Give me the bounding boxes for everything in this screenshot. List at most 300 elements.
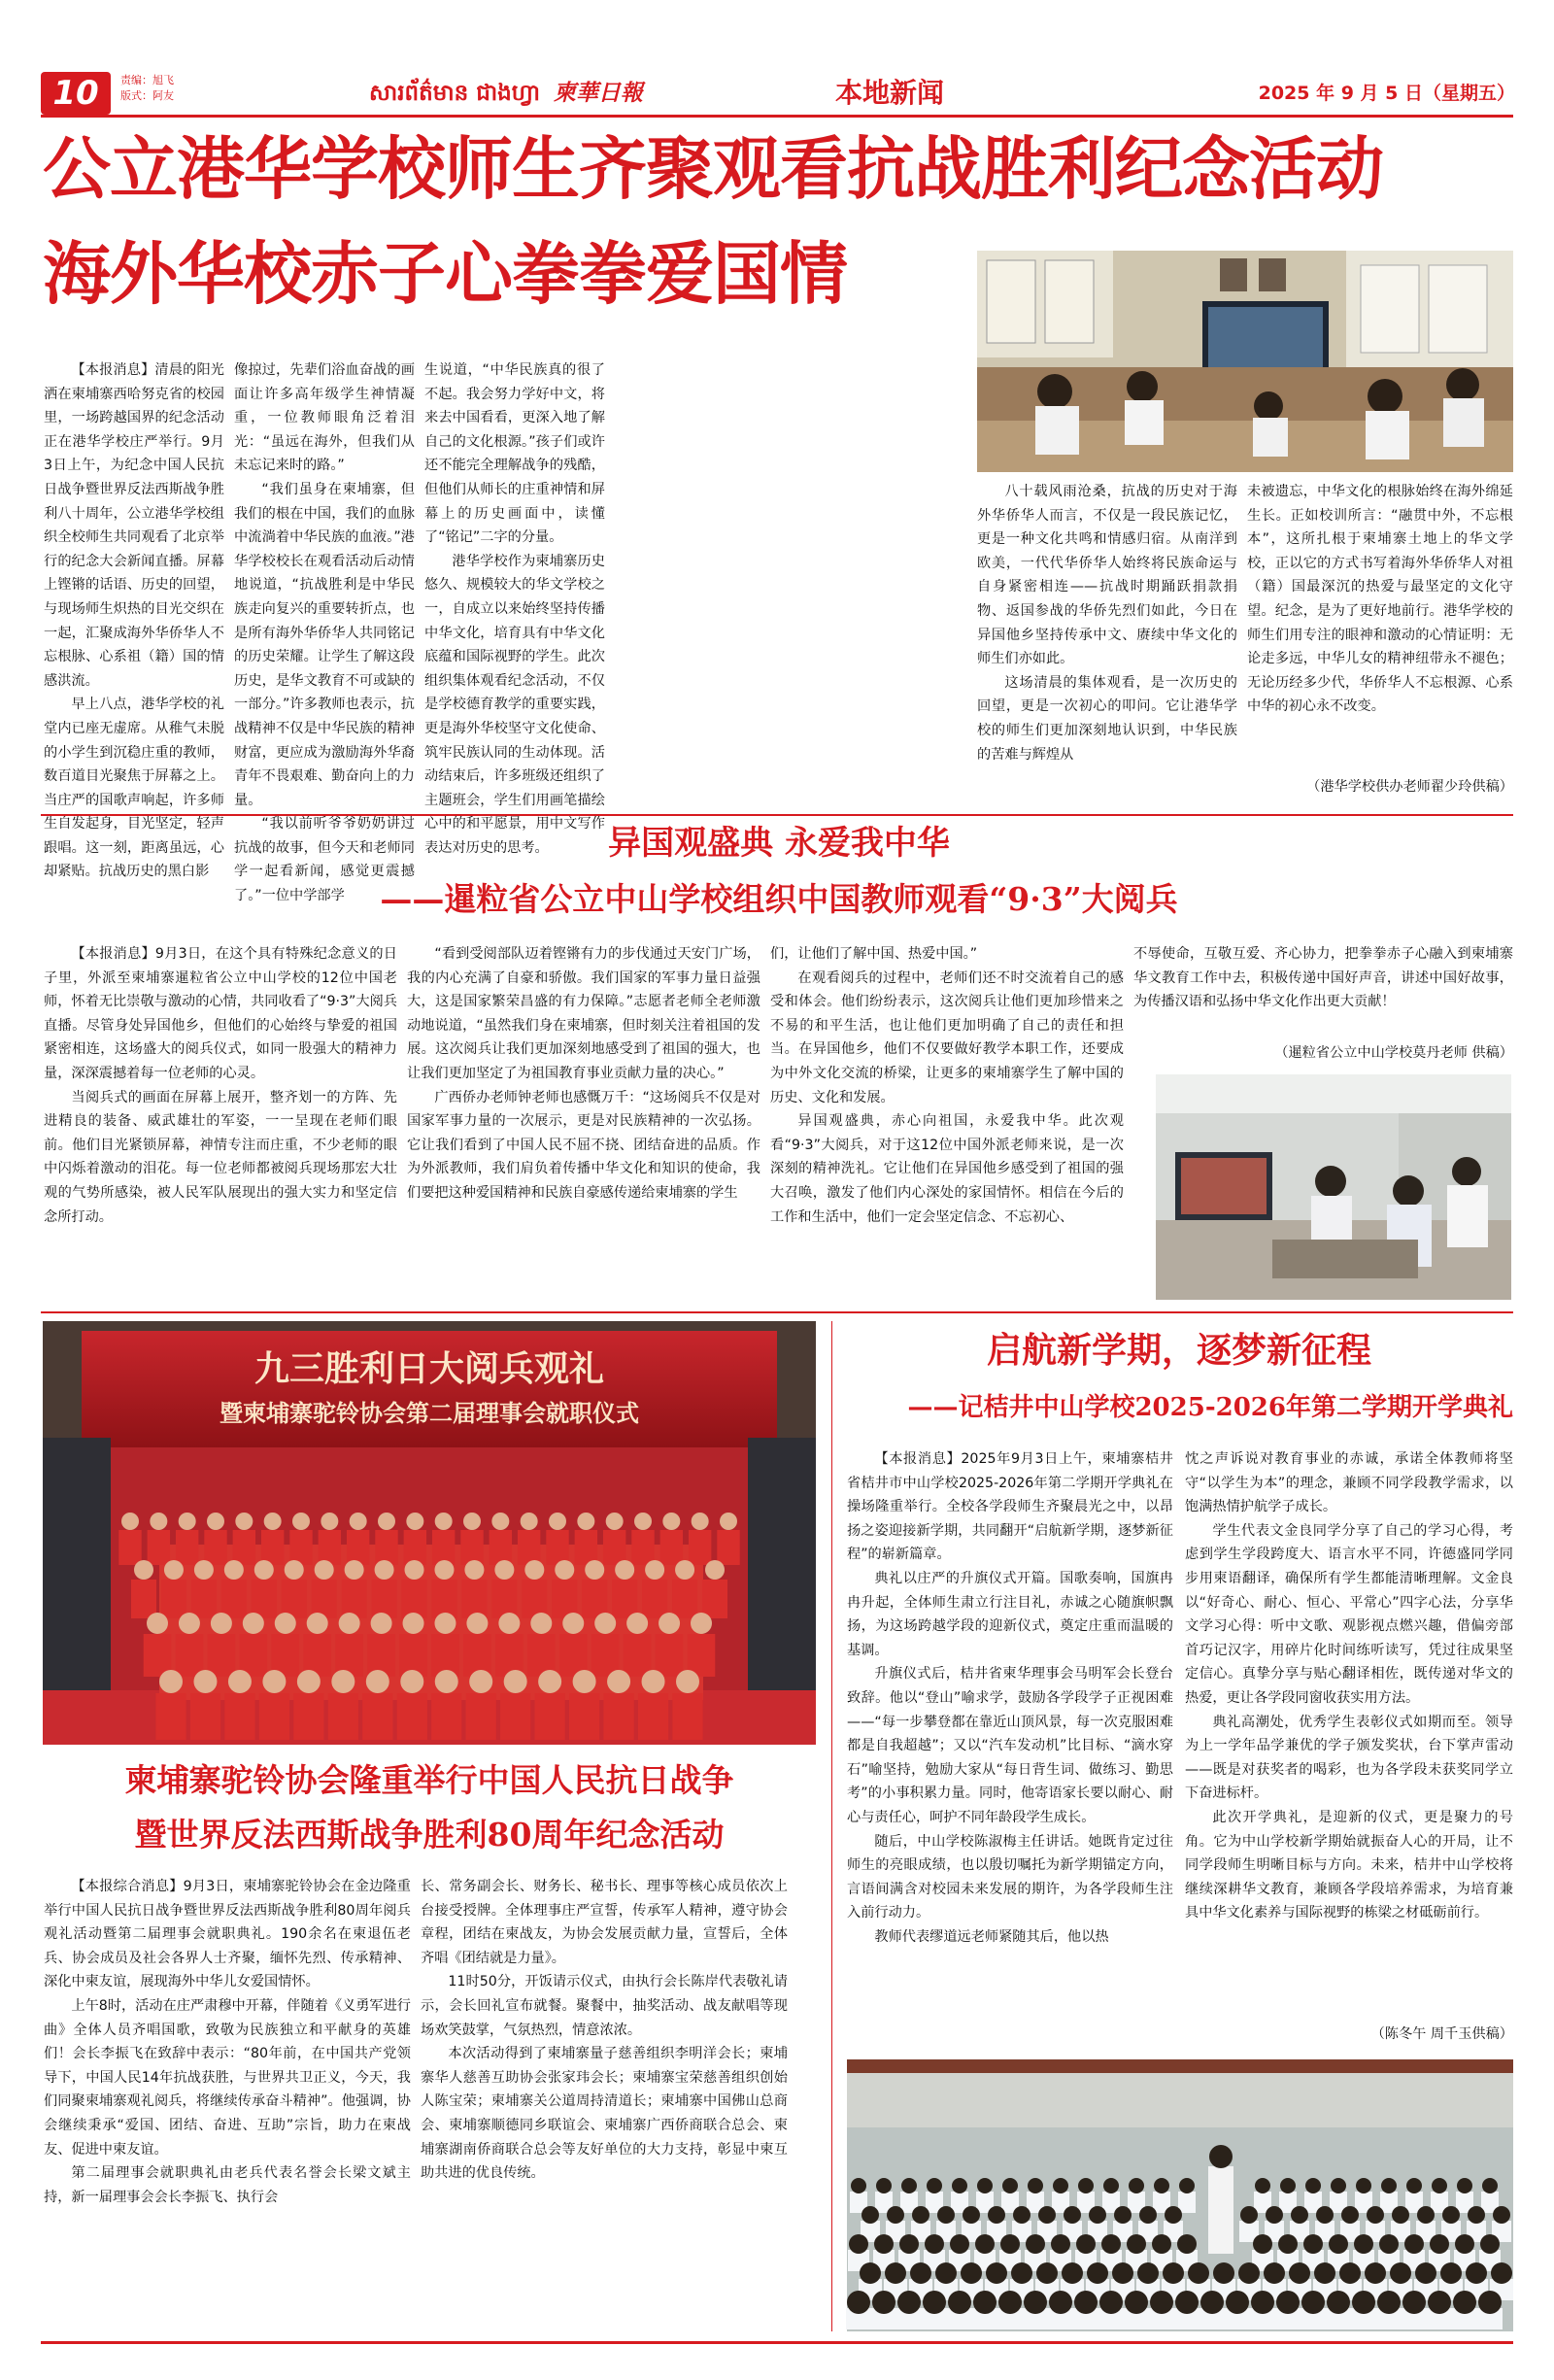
crowd-person-body	[362, 1693, 392, 1740]
student-head	[1280, 2178, 1296, 2193]
teachers-photo-graphic	[1156, 1074, 1511, 1300]
student-head	[1430, 2234, 1449, 2254]
article3-column-1	[44, 1875, 411, 2331]
crowd-person-body	[552, 1580, 577, 1618]
crowd-person-head	[403, 1613, 424, 1634]
student-head	[963, 2206, 980, 2224]
student-head	[1480, 2234, 1500, 2254]
crowd-person-body	[402, 1580, 427, 1618]
crowd-person-body	[148, 1530, 170, 1565]
crowd-person-head	[307, 1613, 328, 1634]
student-head	[876, 2178, 892, 2193]
crowd-person-body	[161, 1580, 186, 1618]
crowd-person-head	[211, 1613, 232, 1634]
student-head	[1139, 2206, 1157, 2224]
crowd-person-head	[194, 1560, 214, 1580]
crowd-graphic	[43, 1453, 816, 1745]
crowd-person-body	[603, 1530, 625, 1565]
crowd-person-body	[176, 1530, 198, 1565]
student-head	[1303, 2234, 1323, 2254]
student-uniform	[1178, 2192, 1196, 2213]
crowd-person-head	[705, 1560, 725, 1580]
crowd-person-head	[577, 1513, 594, 1530]
student-head	[1453, 2291, 1476, 2314]
student-head	[1062, 2262, 1083, 2284]
student-head	[1036, 2262, 1058, 2284]
student-head	[1154, 2178, 1169, 2193]
crowd-person-head	[350, 1513, 367, 1530]
student-head	[912, 2206, 929, 2224]
paragraph: 【本报消息】清晨的阳光洒在柬埔寨西哈努克省的校园里，一场跨越国界的纪念活动正在港华学校庄严举行。9月3日上午，为纪念中国人民抗日战争暨世界反法西斯战争胜利八十周年，公立港华学校组织全校师生共同观看了北京举行的纪念大会新闻直播。屏幕上铿锵的话语、历史的回望，与现场师生炽热的目光交织在一起，汇聚成海外华侨华人不忘根脉、心系祖（籍）国的情感洪流。	[44, 362, 224, 689]
crowd-person-head	[264, 1513, 282, 1530]
crowd-person-body	[612, 1580, 637, 1618]
article2-column-1	[44, 942, 397, 1304]
crowd-person-head	[692, 1513, 709, 1530]
crowd-person-head	[634, 1513, 652, 1530]
crowd-person-head	[378, 1513, 395, 1530]
crowd-person-body	[702, 1580, 727, 1618]
crowd-person-head	[469, 1670, 492, 1693]
student-head	[1011, 2262, 1032, 2284]
crowd-person-head	[371, 1613, 392, 1634]
layout-line: 版式：阿友	[120, 89, 174, 102]
crowd-person-body	[372, 1580, 397, 1618]
crowd-person-body	[328, 1693, 358, 1740]
crowd-person-head	[435, 1513, 453, 1530]
student-head	[1000, 2234, 1020, 2254]
crowd-person-head	[207, 1513, 224, 1530]
article1-column-5-text	[1247, 480, 1513, 771]
crowd-person-head	[606, 1513, 624, 1530]
crowd-person-body	[491, 1580, 517, 1618]
paragraph: 忱之声诉说对教育事业的赤诚，承诺全体教师将坚守“以学生为本”的理念，兼顾不同学段教学需求，以饱满热情护航学子成长。	[1185, 1451, 1513, 1515]
crowd-person-head	[466, 1613, 488, 1634]
student-head	[1152, 2234, 1171, 2254]
student-head	[1289, 2262, 1310, 2284]
student-head	[1377, 2291, 1401, 2314]
header-rule	[41, 115, 1513, 118]
crowd-person-head	[366, 1670, 389, 1693]
crowd-person-body	[688, 1634, 716, 1677]
student-head	[1064, 2206, 1081, 2224]
article3-headline: 柬埔寨驼铃协会隆重举行中国人民抗日战争	[124, 1761, 734, 1799]
crowd-person-head	[375, 1560, 394, 1580]
student-head	[935, 2262, 957, 2284]
crowd-person-body	[397, 1693, 427, 1740]
paragraph: 【本报综合消息】9月3日，柬埔寨驼铃协会在金边隆重举行中国人民抗日战争暨世界反法西斯战争胜利80周年阅兵观礼活动暨第二届理事会就职典礼。190余名在柬退伍老兵、协会成员及社会各界人士齐聚，缅怀先烈、传承精神、深化中柬友谊，展现海外中华儿女爱国情怀。	[44, 1879, 411, 1990]
paragraph: 11时50分，开饭请示仪式，由执行会长陈岸代表敬礼请示，会长回礼宣布就餐。聚餐中，抽奖活动、战友献唱等现场欢笑鼓掌，气氛热烈，情意浓浓。	[421, 1974, 788, 2038]
student-head	[988, 2206, 1005, 2224]
crowd-person-body	[466, 1693, 496, 1740]
student-head	[1352, 2291, 1375, 2314]
student-head	[973, 2291, 997, 2314]
crowd-person-head	[159, 1670, 183, 1693]
article1-credit: （港华学校供办老师翟少玲供稿）	[1306, 779, 1513, 795]
crowd-person-body	[656, 1634, 684, 1677]
crowd-person-body	[495, 1634, 524, 1677]
crowd-person-body	[367, 1634, 395, 1677]
section-divider	[41, 1311, 1513, 1313]
footer-rule	[41, 2341, 1513, 2344]
crowd-person-body	[490, 1530, 512, 1565]
paragraph: 这场清晨的集体观看，是一次历史的回望，更是一次初心的叩问。它让港华学校的师生们更加深刻地认识到，中华民族的苦难与辉煌从	[977, 674, 1237, 763]
teachers-watching-photo	[1156, 1074, 1511, 1300]
student-head	[897, 2291, 921, 2314]
crowd-person-head	[573, 1670, 596, 1693]
student-head	[1238, 2262, 1260, 2284]
paragraph: 像掠过，先辈们浴血奋战的画面让许多高年级学生神情凝重，一位教师眼角泛着泪光：“虽远在海外，但我们从未忘记来时的路。”	[234, 362, 415, 474]
student-head	[1213, 2262, 1234, 2284]
crowd-person-head	[292, 1513, 310, 1530]
crowd-person-body	[259, 1693, 289, 1740]
article2-credit: （暹粒省公立中山学校莫丹老师 供稿）	[1274, 1045, 1513, 1061]
paragraph: 异国观盛典，赤心向祖国，永爱我中华。此次观看“9·3”大阅兵，对于这12位中国外派老师来说，是一次深刻的精神洗礼。它让他们在异国他乡感受到了祖国的强大召唤，激发了他们内心深处的家国情怀。相信在今后的工作和生活中，他们一定会坚定信念、不忘初心、	[770, 1113, 1124, 1225]
article1-subheadline: 海外华校赤子心拳拳爱国情	[43, 234, 847, 314]
crowd-person-head	[406, 1513, 423, 1530]
crowd-person-body	[233, 1530, 255, 1565]
crowd-person-head	[228, 1670, 252, 1693]
paragraph: 生说道，“中华民族真的很了不起。我会努力学好中文，将来去中国看看，更深入地了解自己的文化根源。”孩子们或许还不能完全理解战争的残酷，但他们从师长的庄重神情和屏幕上的历史画面中，读懂了“铭记”二字的分量。	[424, 362, 605, 546]
paragraph: 【本报消息】9月3日，在这个具有特殊纪念意义的日子里，外派至柬埔寨暹粒省公立中山学校的12位中国老师，怀着无比崇敬与激动的心情，共同收看了“9·3”大阅兵直播。尽管身处异国他乡，但他们的心始终与挚爱的祖国紧密相连，这场盛大的阅兵仪式，如同一股强大的精神力量，深深震撼着每一位老师的心灵。	[44, 946, 397, 1081]
paragraph: 在观看阅兵的过程中，老师们还不时交流着自己的感受和体会。他们纷纷表示，这次阅兵让他们更加珍惜来之不易的和平生活，也让他们更加明确了自己的责任和担当。在异国他乡，他们不仅要做好教学本职工作，还要成为中外文化交流的桥梁，让更多的柬埔寨学生了解中国的历史、文化和发展。	[770, 969, 1124, 1105]
article2-headline: 异国观盛典 永爱我中华	[608, 824, 950, 863]
article4-column-1	[847, 1447, 1173, 2048]
crowd-person-head	[285, 1560, 304, 1580]
student-head	[1101, 2234, 1121, 2254]
crowd-person-head	[498, 1613, 520, 1634]
student-head	[1264, 2262, 1285, 2284]
student-head	[1129, 2178, 1144, 2193]
student-head	[1163, 2262, 1184, 2284]
student-head	[1276, 2291, 1300, 2314]
article1-column-4	[615, 358, 795, 805]
student-head	[1314, 2262, 1335, 2284]
crowd-person-head	[321, 1513, 338, 1530]
crowd-person-body	[176, 1634, 204, 1677]
student-head	[1365, 2262, 1386, 2284]
crowd-person-head	[549, 1513, 566, 1530]
crowd-person-head	[193, 1670, 217, 1693]
paragraph: “我们虽身在柬埔寨，但我们的根在中国，我们的血脉中流淌着中华民族的血液。”港华学校校长在观看活动后动情地说道，“抗战胜利是中华民族走向复兴的重要转折点，也是所有海外华侨华人共同铭记的历史荣耀。让学生了解这段历史，是华文教育不可或缺的一部分。”许多教师也表示，抗战精神不仅是中华民族的精神财富，更应成为激励海外华裔青年不畏艰难、勤奋向上的力量。	[234, 481, 415, 808]
crowd-person-body	[603, 1693, 633, 1740]
crowd-person-head	[659, 1613, 680, 1634]
crowd-person-head	[538, 1670, 561, 1693]
student-head	[998, 2291, 1022, 2314]
crowd-person-head	[331, 1670, 355, 1693]
paragraph: 【本报消息】2025年9月3日上午，柬埔寨桔井省桔井市中山学校2025-2026年第二学期开学典礼在操场隆重举行。全校各学段师生齐聚晨光之中，以昂扬之姿迎接新学期，共同翻开“启航新学期，逐梦新征程”的崭新篇章。	[847, 1451, 1173, 1563]
student-head	[849, 2234, 868, 2254]
paragraph: 典礼以庄严的升旗仪式开篇。国歌奏响，国旗冉冉升起，全体师生肃立行注目礼，赤诚之心随旗帜飘扬，为这场跨越学段的迎新仪式，奠定庄重而温暖的基调。	[847, 1570, 1173, 1658]
crowd-person-head	[491, 1513, 509, 1530]
paragraph: “我以前听爷爷奶奶讲过抗战的故事，但今天和老师同学一起看新闻，感觉更震撼了。”一位中学部学	[234, 816, 415, 904]
article1-column-3	[424, 358, 605, 856]
crowd-person-head	[147, 1613, 168, 1634]
paragraph: 早上八点，港华学校的礼堂内已座无虚席。从稚气未脱的小学生到沉稳庄重的教师，数百道目光聚焦于屏幕之上。当庄严的国歌声响起，许多师生自发起身，目光坚定，轻声跟唱。这一刻，距离虽远，心却紧贴。抗战历史的黑白影	[44, 697, 224, 880]
student-head	[874, 2234, 894, 2254]
student-head	[1165, 2206, 1182, 2224]
crowd-person-head	[235, 1513, 253, 1530]
crowd-person-head	[524, 1560, 544, 1580]
student-head	[977, 2178, 993, 2193]
school-assembly-photo	[847, 2059, 1513, 2331]
page-number-badge: 10	[41, 72, 111, 115]
student-head	[1491, 2262, 1512, 2284]
student-head	[923, 2291, 946, 2314]
student-head	[1076, 2234, 1096, 2254]
crowd-person-head	[562, 1613, 584, 1634]
crowd-person-body	[638, 1693, 668, 1740]
article3-subheadline: 暨世界反法西斯战争胜利80周年纪念活动	[134, 1816, 725, 1853]
crowd-person-body	[289, 1530, 312, 1565]
student-head	[1339, 2262, 1361, 2284]
paragraph: 不辱使命，互敬互爱、齐心协力，把拳拳赤子心融入到柬埔寨华文教育工作中去，积极传递中国好声音，讲述中国好故事，为传播汉语和弘扬中华文化作出更大贡献！	[1133, 946, 1513, 1010]
crowd-person-body	[431, 1693, 461, 1740]
paragraph: 港华学校作为柬埔寨历史悠久、规模较大的华文学校之一，自成立以来始终坚持传播中华文化，培育具有中华文化底蕴和国际视野的学生。此次组织集体观看纪念活动，不仅是学校德育教学的重要实践，更是海外华校坚守文化使命、筑牢民族认同的生动体现。活动结束后，许多班级还组织了主题班会，学生们用画笔描绘心中的和平愿景，用中文写作表达对历史的思考。	[424, 553, 605, 856]
crowd-person-body	[518, 1530, 540, 1565]
crowd-person-head	[150, 1513, 167, 1530]
student-head	[1226, 2291, 1249, 2314]
student-head	[1074, 2291, 1098, 2314]
student-head	[885, 2262, 906, 2284]
student-head	[1329, 2234, 1348, 2254]
student-head	[899, 2234, 919, 2254]
student-head	[1381, 2178, 1397, 2193]
paragraph: 学生代表文金良同学分享了自己的学习心得，考虑到学生学段跨度大、语言水平不同，许德盛同学同步用柬语翻译，确保所有学生都能清晰理解。文金良以“好奇心、耐心、恒心、平常心”四字心法，分享华文学习心得：听中文歌、观影视点燃兴趣，借偏旁部首巧记汉字，用碎片化时间练听读写，凭过往成果坚定信心。真挚分享与贴心翻译相佐，既传递对华文的热爱，更让各学段同窗收获实用方法。	[1185, 1522, 1513, 1706]
crowd-person-body	[191, 1580, 217, 1618]
student-head	[1404, 2234, 1424, 2254]
student-head	[925, 2234, 944, 2254]
student-head	[872, 2291, 895, 2314]
student-head	[948, 2291, 971, 2314]
student-head	[937, 2206, 955, 2224]
crowd-person-body	[375, 1530, 397, 1565]
assembly-photo-graphic	[847, 2059, 1513, 2331]
student-head	[861, 2206, 879, 2224]
student-head	[1175, 2291, 1199, 2314]
student-head	[1356, 2178, 1371, 2193]
student-head	[1078, 2178, 1094, 2193]
student-head	[1026, 2234, 1045, 2254]
student-head	[1331, 2178, 1346, 2193]
crowd-person-head	[400, 1670, 423, 1693]
crowd-person-body	[660, 1530, 683, 1565]
student-head	[1468, 2206, 1485, 2224]
paragraph: 当阅兵式的画面在屏幕上展开，整齐划一的方阵、先进精良的装备、威武雄壮的军姿，一一呈现在老师们眼前。他们目光紧锁屏幕，神情专注而庄重，不少老师的眼中闪烁着激动的泪花。每一位老师都被阅兵现场那宏大壮观的气势所感染，被人民军队展现出的强大实力和坚定信念所打动。	[44, 1089, 397, 1225]
crowd-person-body	[460, 1530, 483, 1565]
student-head	[1200, 2291, 1224, 2314]
editor-credit	[120, 73, 208, 104]
student-head	[1127, 2234, 1146, 2254]
student-head	[887, 2206, 904, 2224]
crowd-person-head	[179, 1613, 200, 1634]
crowd-person-body	[431, 1580, 456, 1618]
student-head	[1466, 2262, 1487, 2284]
student-head	[1099, 2291, 1123, 2314]
student-head	[1049, 2291, 1072, 2314]
crowd-person-body	[569, 1693, 599, 1740]
crowd-person-body	[546, 1530, 568, 1565]
crowd-person-body	[208, 1634, 236, 1677]
crowd-person-head	[675, 1560, 694, 1580]
student-head	[1402, 2291, 1426, 2314]
student-head	[1024, 2291, 1047, 2314]
student-head	[1390, 2262, 1411, 2284]
crowd-person-body	[335, 1634, 363, 1677]
paragraph: 升旗仪式后，桔井省柬华理事会马明军会长登台致辞。他以“登山”喻求学，鼓励各学段学子正视困难——“每一步攀登都在靠近山顶风景，每一次克服困难都是自我超越”；又以“汽车发动机”比目标、“滴水穿石”喻坚持，勉励大家从“每日背生词、做练习、勤思考”的小事积累力量。同时，他寄语家长要以耐心、耐心与责任心，呵护不同年龄段学生成长。	[847, 1666, 1173, 1825]
column-divider	[831, 1321, 832, 2331]
crowd-person-body	[522, 1580, 547, 1618]
banner-subtitle: 暨柬埔寨驼铃协会第二届理事会就职仪式	[220, 1399, 639, 1427]
crowd-person-head	[607, 1670, 630, 1693]
paragraph: 教师代表缪道远老师紧随其后，他以热	[874, 1928, 1109, 1945]
student-head	[1002, 2178, 1018, 2193]
paragraph: 八十载风雨沧桑，抗战的历史对于海外华侨华人而言，不仅是一段民族记忆，更是一种文化共鸣和情感归宿。从南洋到欧美，一代代华侨华人始终将民族命运与自身紧密相连——抗战时期踊跃捐款捐物、返国参战的华侨先烈们如此，今日在异国他乡坚持传承中文、赓续中华文化的师生们亦如此。	[977, 484, 1237, 667]
crowd-person-head	[339, 1613, 360, 1634]
crowd-person-head	[434, 1613, 456, 1634]
crowd-person-head	[676, 1670, 699, 1693]
student-head	[1150, 2291, 1173, 2314]
crowd-person-body	[535, 1693, 565, 1740]
crowd-person-body	[319, 1530, 341, 1565]
crowd-person-body	[642, 1580, 667, 1618]
article1-headline: 公立港华学校师生齐聚观看抗战胜利纪念活动	[43, 129, 1383, 209]
student-head	[1482, 2178, 1498, 2193]
student-head	[1301, 2291, 1325, 2314]
article1-column-2	[234, 358, 415, 904]
crowd-person-body	[672, 1580, 697, 1618]
crowd-person-body	[224, 1693, 254, 1740]
student-head	[1457, 2178, 1472, 2193]
crowd-person-head	[662, 1513, 680, 1530]
crowd-person-body	[624, 1634, 652, 1677]
issue-date: 2025 年 9 月 5 日（星期五）	[1258, 83, 1515, 104]
crowd-person-body	[282, 1580, 307, 1618]
student-head	[1179, 2178, 1195, 2193]
crowd-person-head	[297, 1670, 321, 1693]
student-head	[961, 2262, 982, 2284]
student-head	[1125, 2291, 1148, 2314]
student-head	[910, 2262, 931, 2284]
student-head	[1103, 2178, 1119, 2193]
crowd-person-head	[345, 1560, 364, 1580]
paragraph: 此次开学典礼，是迎新的仪式，更是聚力的号角。它为中山学校新学期始就振奋人心的开局，让不同学段师生明晰目标与方向。未来，桔井中山学校将继续深耕华文教育，兼顾各学段培养需求，为培育兼具中华文化素养与国际视野的栋梁之材砥砺前行。	[1185, 1809, 1513, 1921]
student-head	[901, 2178, 917, 2193]
student-head	[847, 2291, 870, 2314]
crowd-person-head	[585, 1560, 604, 1580]
student-head	[927, 2178, 942, 2193]
crowd-person-body	[582, 1580, 607, 1618]
crowd-person-head	[645, 1560, 664, 1580]
crowd-person-head	[494, 1560, 514, 1580]
crowd-person-body	[155, 1693, 186, 1740]
student-head	[1114, 2206, 1132, 2224]
article4-headline: 启航新学期，逐梦新征程	[986, 1330, 1371, 1371]
crowd-person-body	[312, 1580, 337, 1618]
student-head	[1406, 2178, 1422, 2193]
student-head	[1367, 2206, 1384, 2224]
crowd-person-body	[293, 1693, 323, 1740]
crowd-person-body	[190, 1693, 220, 1740]
student-head	[986, 2262, 1007, 2284]
crowd-person-body	[631, 1530, 654, 1565]
student-head	[1253, 2234, 1272, 2254]
student-head	[1305, 2178, 1321, 2193]
crowd-person-head	[254, 1560, 274, 1580]
classroom-photo-graphic	[977, 251, 1513, 472]
student-head	[1455, 2234, 1474, 2254]
crowd-person-body	[463, 1634, 491, 1677]
student-head	[860, 2262, 881, 2284]
student-head	[1341, 2206, 1359, 2224]
article1-column-1	[44, 358, 224, 880]
paragraph: “看到受阅部队迈着铿锵有力的步伐通过天安门广场，我的内心充满了自豪和骄傲。我们国家的军事力量日益强大，这是国家繁荣昌盛的有力保障。”志愿者老师全老师激动地说道，“虽然我们身在柬埔寨，但时刻关注着祖国的发展。这次阅兵让我们更加深刻地感受到了祖国的强大，也让我们更加坚定了为祖国教育事业贡献力量的决心。”	[407, 946, 760, 1081]
student-head	[1240, 2206, 1258, 2224]
crowd-person-head	[435, 1670, 458, 1693]
crowd-person-body	[591, 1634, 620, 1677]
crowd-person-body	[118, 1530, 141, 1565]
article4-credit: （陈冬午 周千玉供稿）	[1370, 2026, 1513, 2042]
paragraph: 广西侨办老师钟老师也感慨万千：“这场阅兵不仅是对国家军事力量的一次展示，更是对民族精神的一次弘扬。它让我们看到了中国人民不屈不挠、团结奋进的品质。作为外派教师，我们肩负着传播中华文化和知识的使命，我们要把这种爱国精神和民族自豪感传递给柬埔寨的学生	[407, 1089, 760, 1201]
crowd-person-body	[347, 1530, 369, 1565]
crowd-person-body	[575, 1530, 597, 1565]
crowd-person-head	[179, 1513, 196, 1530]
crowd-person-body	[672, 1693, 702, 1740]
student-head	[1478, 2291, 1502, 2314]
association-group-photo	[43, 1321, 816, 1745]
student-head	[1087, 2262, 1108, 2284]
crowd-person-head	[463, 1513, 481, 1530]
student-head	[975, 2234, 995, 2254]
article1-column-4-text	[977, 480, 1237, 805]
crowd-person-head	[594, 1613, 616, 1634]
article2-column-3	[770, 942, 1124, 1304]
crowd-person-body	[131, 1580, 156, 1618]
crowd-person-head	[315, 1560, 334, 1580]
student-head	[1316, 2206, 1334, 2224]
crowd-person-body	[252, 1580, 277, 1618]
crowd-person-head	[224, 1560, 244, 1580]
crowd-person-head	[464, 1560, 484, 1580]
crowd-person-head	[134, 1560, 153, 1580]
student-head	[1354, 2234, 1373, 2254]
crowd-person-head	[626, 1613, 648, 1634]
paragraph: 本次活动得到了柬埔寨量子慈善组织李明洋会长；柬埔寨华人慈善互助协会张家玮会长；柬埔寨宝荣慈善组织创始人陈宝荣；柬埔寨关公道周持清道长；柬埔寨中国佛山总商会、柬埔寨顺德同乡联谊会、柬埔寨广西侨商联合总会、柬埔寨湖南侨商联合总会等友好单位的大力支持，彰显中柬互助共进的优良传统。	[421, 2046, 788, 2182]
student-head	[1417, 2206, 1435, 2224]
classroom-photo	[977, 251, 1513, 472]
paragraph: 们，让他们了解中国、热爱中国。”	[770, 946, 978, 962]
crowd-person-head	[275, 1613, 296, 1634]
crowd-person-head	[555, 1560, 574, 1580]
crowd-person-body	[240, 1634, 268, 1677]
crowd-person-body	[261, 1530, 284, 1565]
paper-masthead	[369, 72, 758, 115]
crowd-person-body	[404, 1530, 426, 1565]
student-head	[1255, 2178, 1270, 2193]
paragraph: 第二届理事会就职典礼由老兵代表名誉会长梁文斌主持，新一届理事会会长李振飞、执行会	[44, 2165, 411, 2205]
student-head	[1327, 2291, 1350, 2314]
crowd-person-body	[144, 1634, 172, 1677]
student-head	[1251, 2291, 1274, 2314]
crowd-person-head	[243, 1613, 264, 1634]
student-head	[1177, 2234, 1197, 2254]
student-head	[1428, 2291, 1451, 2314]
student-head	[1432, 2178, 1447, 2193]
student-head	[1442, 2206, 1460, 2224]
paragraph: 长、常务副会长、财务长、秘书长、理事等核心成员依次上台接受授牌。全体理事庄严宣誓，传承军人精神，遵守协会章程，团结在柬战友，为协会发展贡献力量，宣誓后，全体齐唱《团结就是力量》。	[421, 1879, 788, 1966]
student-head	[1051, 2234, 1070, 2254]
student-head	[1440, 2262, 1462, 2284]
crowd-person-head	[521, 1513, 538, 1530]
